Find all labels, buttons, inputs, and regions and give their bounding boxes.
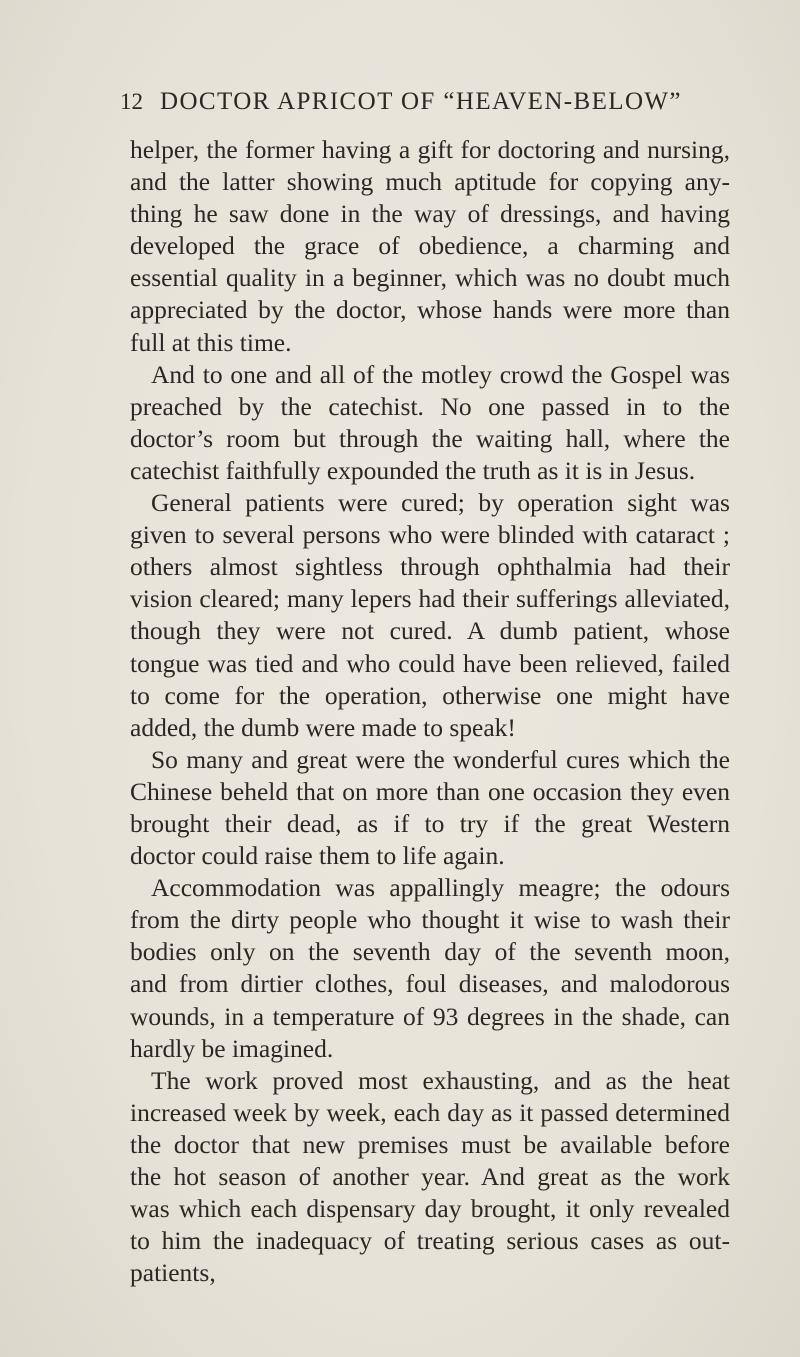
text-line: doctor’s room but through the waiting hall, where the: [130, 423, 730, 453]
text-line: essential quality in a beginner, which was no doubt much: [130, 263, 730, 293]
text-line: developed the grace of obedience, a charming and: [130, 231, 730, 261]
text-line: though they were not cured. A dumb patient, whose: [130, 616, 730, 646]
text-line: wounds, in a temperature of 93 degrees in the shade, can: [130, 1001, 730, 1031]
page-number: 12: [120, 89, 143, 114]
text-line: and the latter showing much aptitude for copying any-: [130, 167, 730, 197]
text-line: from the dirty people who thought it wise to wash their: [130, 905, 730, 935]
paragraph-end-line: patients,: [130, 1258, 216, 1288]
text-line: preached by the catechist. No one passed in to the: [130, 391, 730, 421]
paragraph-start-line: So many and great were the wonderful cures which the: [151, 744, 730, 774]
text-line: helper, the former having a gift for doctoring and nursing,: [130, 135, 730, 164]
text-line: to him the inadequacy of treating serious cases as out-: [130, 1226, 730, 1256]
text-line: given to several persons who were blinded with cataract ;: [130, 520, 730, 550]
text-line: the doctor that new premises must be available before: [130, 1129, 730, 1159]
text-line: brought their dead, as if to try if the great Western: [130, 808, 730, 838]
paragraph-end-line: catechist faithfully expounded the truth as it is in Jesus.: [130, 455, 696, 485]
paragraph-start-line: Accommodation was appallingly meagre; the odours: [151, 873, 730, 903]
paragraph-start-line: The work proved most exhausting, and as the heat: [151, 1065, 730, 1095]
text-line: and from dirtier clothes, foul diseases, and malodorous: [130, 969, 730, 999]
text-line: appreciated by the doctor, whose hands were more than: [130, 295, 730, 325]
text-line: bodies only on the seventh day of the seventh moon,: [130, 937, 730, 967]
body-text: [130, 134, 730, 1289]
paragraph-start-line: And to one and all of the motley crowd the Gospel was: [151, 359, 730, 389]
text-line: was which each dispensary day brought, it only revealed: [130, 1194, 730, 1224]
text-line: vision cleared; many lepers had their sufferings alleviated,: [130, 584, 730, 614]
paragraph-end-line: doctor could raise them to life again.: [130, 841, 505, 871]
text-line: the hot season of another year. And great as the work: [130, 1162, 730, 1191]
paragraph-end-line: hardly be imagined.: [130, 1033, 334, 1063]
text-line: increased week by week, each day as it passed determined: [130, 1097, 730, 1127]
text-line: Chinese beheld that on more than one occasion they even: [130, 776, 730, 806]
running-head: [120, 84, 720, 120]
running-title: DOCTOR APRICOT OF “HEAVEN-BELOW”: [160, 88, 682, 115]
paragraph-start-line: General patients were cured; by operation sight was: [151, 488, 730, 518]
paragraph-end-line: full at this time.: [130, 327, 292, 357]
paragraph-end-line: added, the dumb were made to speak!: [130, 712, 516, 742]
text-line: thing he saw done in the way of dressings, and having: [130, 199, 730, 229]
text-line: others almost sightless through ophthalmia had their: [130, 552, 730, 582]
text-line: to come for the operation, otherwise one might have: [130, 680, 730, 710]
text-line: tongue was tied and who could have been relieved, failed: [130, 648, 730, 678]
